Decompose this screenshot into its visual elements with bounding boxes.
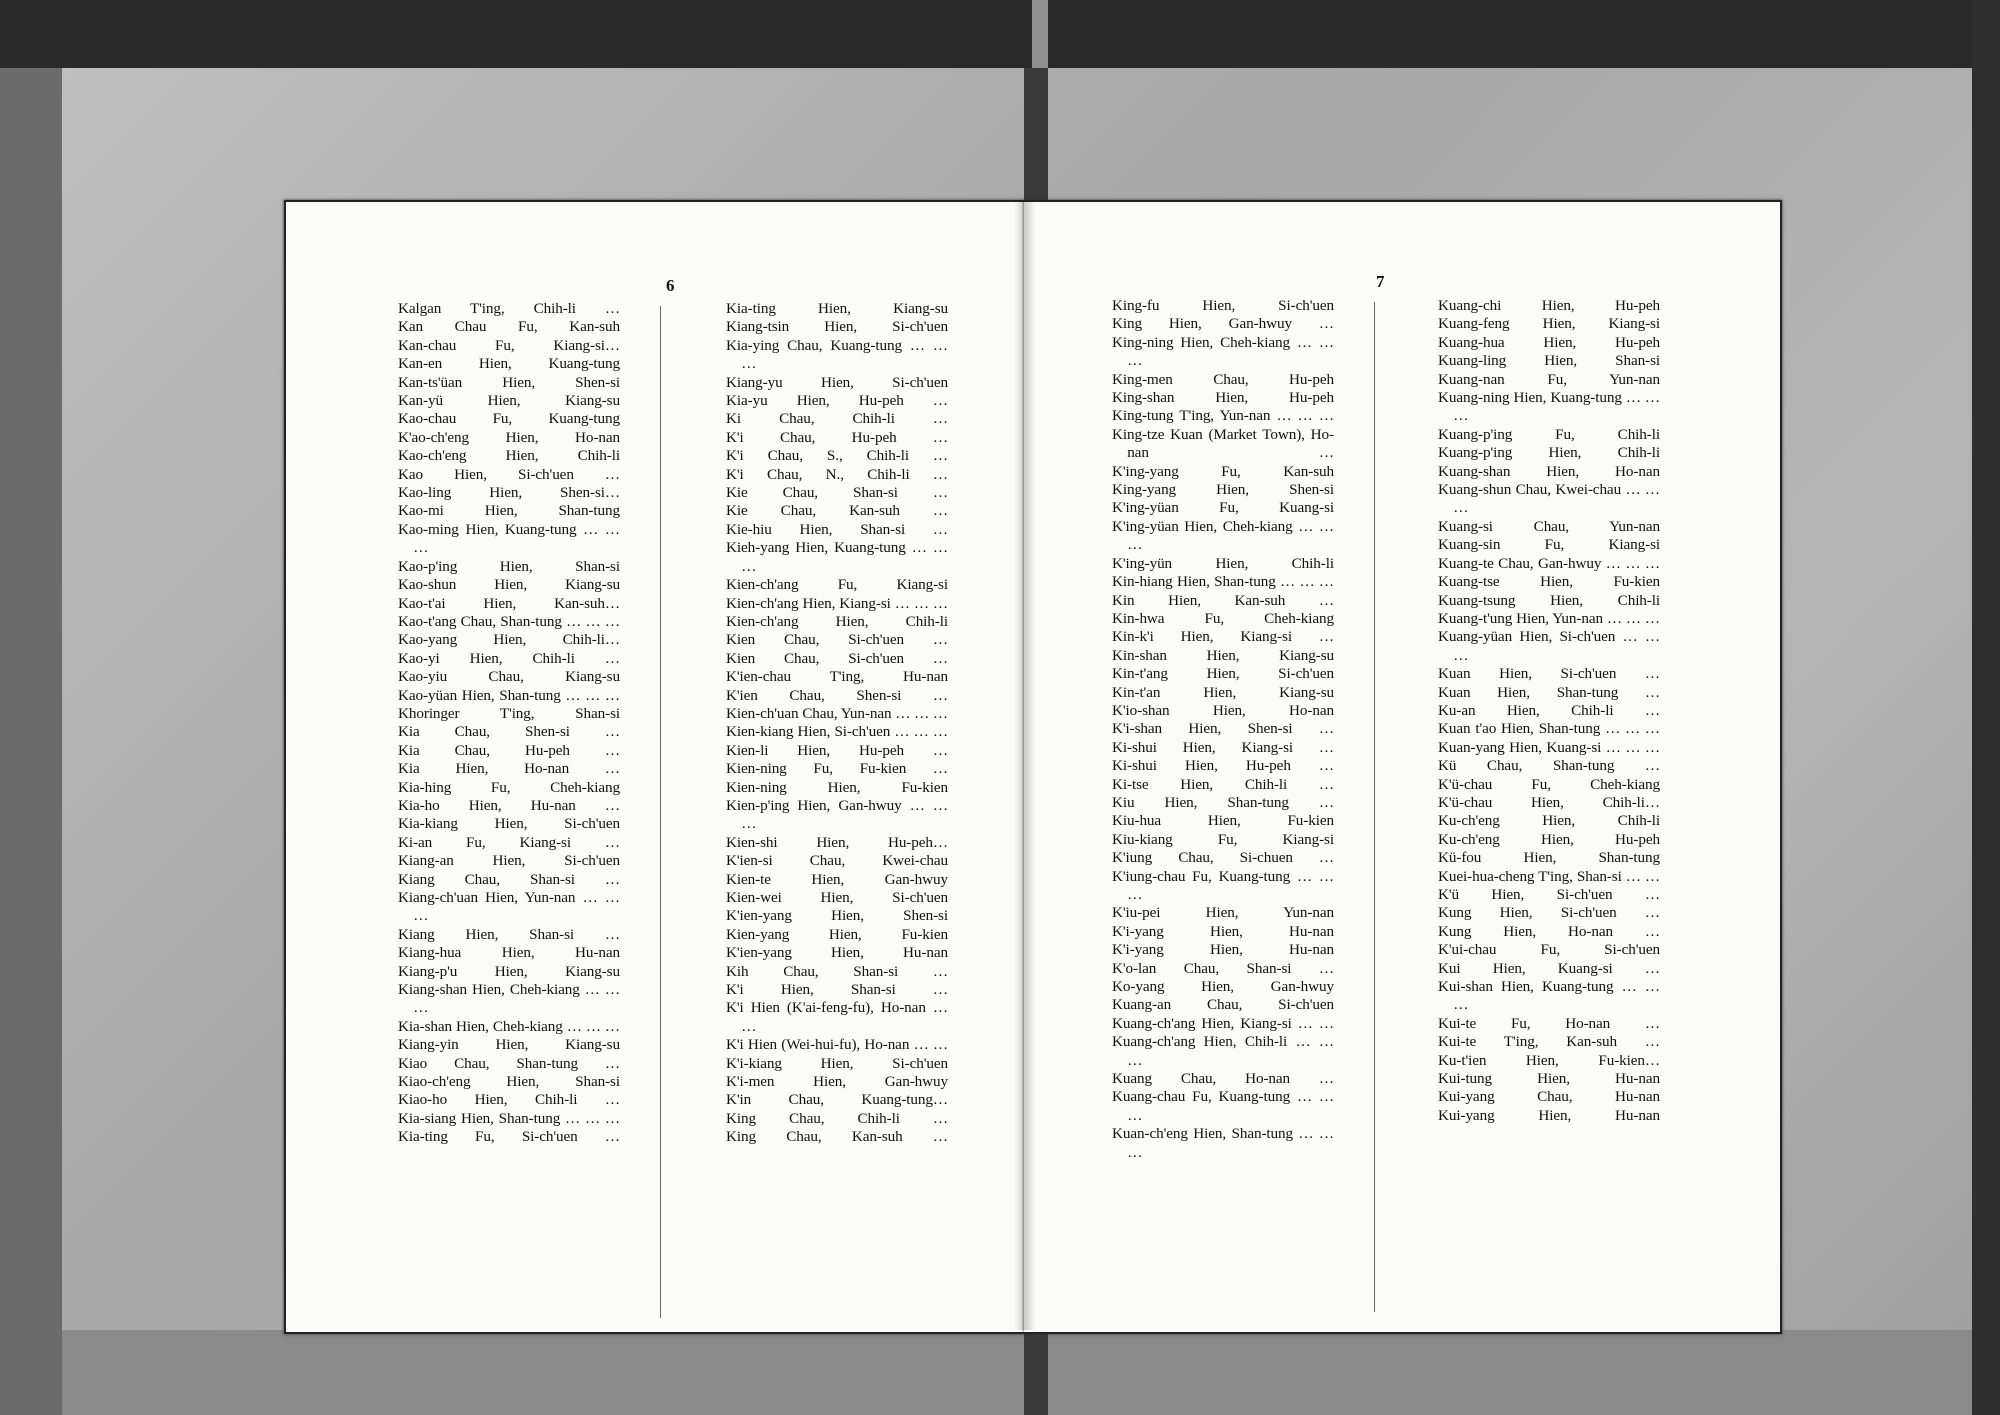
scan-right-strip	[1972, 0, 2000, 1415]
index-entry: Kü Chau, Shan-tung …	[1438, 757, 1660, 775]
right-page	[1024, 200, 1782, 1334]
page-number-left: 6	[666, 276, 675, 295]
index-entry: Kao-yang Hien, Chih-li…	[398, 631, 620, 649]
index-entry: Kiang-shan Hien, Cheh-kiang … … …	[398, 981, 620, 1017]
index-entry: Kao-yüan Hien, Shan-tung … … …	[398, 686, 620, 704]
column-rule-right	[1374, 302, 1375, 1312]
index-entry: Kia-ying Chau, Kuang-tung … … …	[726, 336, 948, 373]
index-entry: K'in Chau, Kuang-tung…	[726, 1091, 948, 1109]
index-entry: Ki-shui Hien, Kiang-si …	[1112, 738, 1334, 756]
index-entry: Kin-t'ang Hien, Si-ch'uen	[1112, 665, 1334, 683]
index-entry: K'i-yang Hien, Hu-nan	[1112, 922, 1334, 940]
index-entry: K'ing-yün Hien, Chih-li	[1112, 554, 1334, 572]
index-entry: Kia-ho Hien, Hu-nan …	[398, 796, 620, 814]
index-entry: Kien-ch'ang Hien, Chih-li	[726, 612, 948, 630]
index-entry: Kuang-feng Hien, Kiang-si	[1438, 315, 1660, 333]
index-entry: Kiao-ho Hien, Chih-li …	[398, 1091, 620, 1109]
index-entry: Kiang-yu Hien, Si-ch'uen	[726, 373, 948, 391]
index-entry: K'ü-chau Hien, Chih-li…	[1438, 793, 1660, 811]
index-entry: Kin-k'i Hien, Kiang-si …	[1112, 628, 1334, 646]
index-entry: Kien Chau, Si-ch'uen …	[726, 649, 948, 667]
index-entry: K'ui-chau Fu, Si-ch'uen	[1438, 941, 1660, 959]
index-entry: Kiao Chau, Shan-tung …	[398, 1054, 620, 1072]
index-entry: Kia-shan Hien, Cheh-kiang … … …	[398, 1017, 620, 1035]
index-entry: Kan-ts'üan Hien, Shen-si	[398, 373, 620, 391]
index-entry: K'iung-chau Fu, Kuang-tung … … …	[1112, 867, 1334, 903]
index-entry: Kien-te Hien, Gan-hwuy	[726, 870, 948, 888]
index-entry: Kia-ting Hien, Kiang-su	[726, 300, 948, 317]
index-entry: Kie Chau, Kan-suh …	[726, 502, 948, 520]
index-entry: Kiu-kiang Fu, Kiang-si	[1112, 830, 1334, 848]
index-column-2	[726, 300, 948, 1147]
index-entry: Kuei-hua-cheng T'ing, Shan-si … …	[1438, 867, 1660, 885]
index-entry: Kin Hien, Kan-suh …	[1112, 591, 1334, 609]
index-entry: Kao-chau Fu, Kuang-tung	[398, 410, 620, 428]
index-entry: Ku-t'ien Hien, Fu-kien…	[1438, 1051, 1660, 1069]
index-entry: King-tze Kuan (Market Town), Ho-nan …	[1112, 425, 1334, 462]
index-entry: Kin-shan Hien, Kiang-su	[1112, 646, 1334, 664]
index-entry: Kien Chau, Si-ch'uen …	[726, 631, 948, 649]
index-entry: Kih Chau, Shan-si …	[726, 962, 948, 980]
index-entry: Kien-ch'ang Hien, Kiang-si … … …	[726, 594, 948, 612]
index-entry: Kuang-nan Fu, Yun-nan	[1438, 370, 1660, 388]
left-page	[284, 200, 1026, 1334]
index-entry: Kan-en Hien, Kuang-tung	[398, 355, 620, 373]
index-entry: Kiu-hua Hien, Fu-kien	[1112, 812, 1334, 830]
index-entry: Kuang-sin Fu, Kiang-si	[1438, 536, 1660, 554]
index-entry: Kia Chau, Hu-peh …	[398, 741, 620, 759]
index-entry: Kien-wei Hien, Si-ch'uen	[726, 889, 948, 906]
index-entry: Kuan Hien, Si-ch'uen …	[1438, 665, 1660, 683]
index-entry: Kao-t'ang Chau, Shan-tung … … …	[398, 612, 620, 630]
index-entry: Kao-yiu Chau, Kiang-su	[398, 668, 620, 686]
index-entry: K'iung Chau, Si-chuen …	[1112, 849, 1334, 867]
index-entry: Kui-tung Hien, Hu-nan	[1438, 1070, 1660, 1088]
index-entry: Kiang-hua Hien, Hu-nan	[398, 944, 620, 962]
index-entry: Kuan Hien, Shan-tung …	[1438, 683, 1660, 701]
index-entry: Kuang-chi Hien, Hu-peh	[1438, 297, 1660, 314]
index-entry: K'o-lan Chau, Shan-si …	[1112, 959, 1334, 977]
index-entry: Kiu Hien, Shan-tung …	[1112, 793, 1334, 811]
index-entry: Kao-ch'eng Hien, Chih-li	[398, 447, 620, 465]
index-entry: K'ien-yang Hien, Shen-si	[726, 907, 948, 925]
index-entry: K'ien-yang Hien, Hu-nan	[726, 944, 948, 962]
index-entry: Kie Chau, Shan-si …	[726, 484, 948, 502]
scan-left-edge	[0, 68, 62, 1415]
index-entry: K'i Hien, Shan-si …	[726, 981, 948, 999]
index-entry: K'io-shan Hien, Ho-nan	[1112, 701, 1334, 719]
index-entry: Kuang-tsung Hien, Chih-li	[1438, 591, 1660, 609]
index-entry: Kan-chau Fu, Kiang-si…	[398, 336, 620, 354]
index-entry: Kui-te Fu, Ho-nan …	[1438, 1014, 1660, 1032]
index-entry: Kan Chau Fu, Kan-suh	[398, 318, 620, 336]
index-entry: K'i Hien (K'ai-feng-fu), Ho-nan … …	[726, 999, 948, 1035]
index-entry: K'i Hien (Wei-hui-fu), Ho-nan … …	[726, 1036, 948, 1054]
index-entry: Kiang-an Hien, Si-ch'uen	[398, 852, 620, 870]
index-entry: Kao-mi Hien, Shan-tung	[398, 502, 620, 520]
index-entry: Kao-ming Hien, Kuang-tung … … …	[398, 520, 620, 557]
index-entry: Kiang-tsin Hien, Si-ch'uen	[726, 318, 948, 336]
index-entry: Kiang-yin Hien, Kiang-su	[398, 1036, 620, 1054]
scan-top-band-left	[0, 0, 1032, 68]
index-entry: King-fu Hien, Si-ch'uen	[1112, 297, 1334, 314]
index-entry: Kieh-yang Hien, Kuang-tung … … …	[726, 539, 948, 575]
index-entry: Ko-yang Hien, Gan-hwuy	[1112, 978, 1334, 996]
index-entry: Kuang-chau Fu, Kuang-tung … … …	[1112, 1088, 1334, 1124]
index-entry: K'ing-yüan Fu, Kuang-si	[1112, 499, 1334, 517]
index-entry: Kuang-an Chau, Si-ch'uen	[1112, 996, 1334, 1014]
index-entry: Kung Hien, Si-ch'uen …	[1438, 904, 1660, 922]
index-entry: Kia Hien, Ho-nan …	[398, 760, 620, 778]
index-entry: K'ao-ch'eng Hien, Ho-nan	[398, 428, 620, 446]
index-entry: King-men Chau, Hu-peh	[1112, 370, 1334, 388]
index-entry: Kien-ning Fu, Fu-kien …	[726, 760, 948, 778]
index-entry: Kuang Chau, Ho-nan …	[1112, 1070, 1334, 1088]
index-entry: King Hien, Gan-hwuy …	[1112, 315, 1334, 333]
index-entry: Ku-an Hien, Chih-li …	[1438, 701, 1660, 719]
index-entry: Kuang-si Chau, Yun-nan	[1438, 517, 1660, 535]
index-entry: K'i-men Hien, Gan-hwuy	[726, 1073, 948, 1091]
index-entry: K'ien Chau, Shen-si …	[726, 686, 948, 704]
column-rule-left	[660, 306, 661, 1318]
index-entry: Kao-p'ing Hien, Shan-si	[398, 557, 620, 575]
index-entry: Kü-fou Hien, Shan-tung	[1438, 849, 1660, 867]
index-entry: Kia-siang Hien, Shan-tung … … …	[398, 1109, 620, 1127]
index-entry: Kien-ch'uan Chau, Yun-nan … … …	[726, 704, 948, 722]
index-column-1	[398, 300, 620, 1147]
index-entry: Kuang-p'ing Fu, Chih-li	[1438, 425, 1660, 443]
index-entry: Kin-hwa Fu, Cheh-kiang	[1112, 609, 1334, 627]
index-entry: Kuang-tse Hien, Fu-kien	[1438, 573, 1660, 591]
index-entry: Kuan t'ao Hien, Shan-tung … … …	[1438, 720, 1660, 738]
index-column-4	[1438, 297, 1660, 1125]
index-entry: Kui-te T'ing, Kan-suh …	[1438, 1033, 1660, 1051]
index-entry: K'i Chau, S., Chih-li …	[726, 447, 948, 465]
index-entry: Kuang-ling Hien, Shan-si	[1438, 352, 1660, 370]
index-entry: Kuang-ch'ang Hien, Chih-li … … …	[1112, 1033, 1334, 1069]
index-entry: Kao-t'ai Hien, Kan-suh…	[398, 594, 620, 612]
index-entry: Kien-kiang Hien, Si-ch'uen … … …	[726, 723, 948, 741]
index-entry: Kao-yi Hien, Chih-li …	[398, 649, 620, 667]
index-entry: Kien-yang Hien, Fu-kien	[726, 925, 948, 943]
index-entry: Kao-shun Hien, Kiang-su	[398, 576, 620, 594]
scan-bottom-shade	[62, 1330, 1972, 1415]
index-entry: King Chau, Chih-li …	[726, 1109, 948, 1127]
index-entry: King-ning Hien, Cheh-kiang … … …	[1112, 333, 1334, 370]
index-entry: King-tung T'ing, Yun-nan … … …	[1112, 407, 1334, 425]
index-entry: Kia-ting Fu, Si-ch'uen …	[398, 1128, 620, 1146]
index-entry: Kuang-ch'ang Hien, Kiang-si … …	[1112, 1014, 1334, 1032]
index-entry: Kuang-te Chau, Gan-hwuy … … …	[1438, 554, 1660, 572]
index-entry: King Chau, Kan-suh …	[726, 1128, 948, 1146]
index-entry: Kien-ning Hien, Fu-kien	[726, 778, 948, 796]
index-entry: K'i-kiang Hien, Si-ch'uen	[726, 1054, 948, 1072]
index-entry: Khoringer T'ing, Shan-si	[398, 704, 620, 722]
index-entry: Kuang-yüan Hien, Si-ch'uen … … …	[1438, 628, 1660, 664]
index-entry: Ki-shui Hien, Hu-peh …	[1112, 757, 1334, 775]
index-entry: Kin-t'an Hien, Kiang-su	[1112, 683, 1334, 701]
index-entry: Kia-yu Hien, Hu-peh …	[726, 392, 948, 410]
index-entry: Kie-hiu Hien, Shan-si …	[726, 520, 948, 538]
index-entry: King-yang Hien, Shen-si	[1112, 481, 1334, 499]
index-entry: Kuan-yang Hien, Kuang-si … … …	[1438, 738, 1660, 756]
index-entry: Kuang-t'ung Hien, Yun-nan … … …	[1438, 609, 1660, 627]
index-entry: K'i-yang Hien, Hu-nan	[1112, 941, 1334, 959]
page-number-right: 7	[1376, 272, 1385, 291]
index-entry: Kiang-ch'uan Hien, Yun-nan … … …	[398, 889, 620, 925]
index-entry: Kien-ch'ang Fu, Kiang-si	[726, 576, 948, 594]
index-entry: K'ien-chau T'ing, Hu-nan	[726, 668, 948, 686]
index-entry: Kien-p'ing Hien, Gan-hwuy … … …	[726, 796, 948, 833]
index-entry: Kung Hien, Ho-nan …	[1438, 922, 1660, 940]
index-entry: Kuang-ning Hien, Kuang-tung … … …	[1438, 389, 1660, 425]
index-entry: Kalgan T'ing, Chih-li …	[398, 300, 620, 317]
index-entry: Kien-li Hien, Hu-peh …	[726, 741, 948, 759]
index-entry: Kui-yang Chau, Hu-nan	[1438, 1088, 1660, 1106]
index-entry: K'i Chau, Hu-peh …	[726, 428, 948, 446]
index-entry: Kia Chau, Shen-si …	[398, 723, 620, 741]
index-entry: K'i Chau, N., Chih-li …	[726, 465, 948, 483]
index-entry: K'i-shan Hien, Shen-si …	[1112, 720, 1334, 738]
index-entry: Kiao-ch'eng Hien, Shan-si	[398, 1073, 620, 1091]
index-entry: K'ü Hien, Si-ch'uen …	[1438, 886, 1660, 903]
index-entry: K'ien-si Chau, Kwei-chau	[726, 852, 948, 870]
index-entry: Kuang-shun Chau, Kwei-chau … … …	[1438, 481, 1660, 517]
index-entry: K'ü-chau Fu, Cheh-kiang	[1438, 775, 1660, 793]
index-entry: Ku-ch'eng Hien, Hu-peh	[1438, 830, 1660, 848]
index-entry: King-shan Hien, Hu-peh	[1112, 389, 1334, 407]
index-entry: Kuang-p'ing Hien, Chih-li	[1438, 444, 1660, 462]
index-entry: Kao-ling Hien, Shen-si…	[398, 484, 620, 502]
index-entry: Kin-hiang Hien, Shan-tung … … …	[1112, 573, 1334, 591]
index-entry: Ki-tse Hien, Chih-li …	[1112, 775, 1334, 793]
index-entry: K'iu-pei Hien, Yun-nan	[1112, 904, 1334, 922]
index-entry: Kien-shi Hien, Hu-peh…	[726, 833, 948, 851]
index-entry: Kan-yü Hien, Kiang-su	[398, 392, 620, 410]
index-entry: Kuan-ch'eng Hien, Shan-tung … … …	[1112, 1125, 1334, 1161]
index-entry: Kiang-p'u Hien, Kiang-su	[398, 962, 620, 980]
index-entry: Kuang-hua Hien, Hu-peh	[1438, 333, 1660, 351]
index-entry: Ku-ch'eng Hien, Chih-li	[1438, 812, 1660, 830]
index-entry: Kia-kiang Hien, Si-ch'uen	[398, 815, 620, 833]
index-entry: Ki-an Fu, Kiang-si …	[398, 833, 620, 851]
index-entry: Kui-shan Hien, Kuang-tung … … …	[1438, 978, 1660, 1014]
index-entry: Ki Chau, Chih-li …	[726, 410, 948, 428]
index-entry: K'ing-yang Fu, Kan-suh	[1112, 462, 1334, 480]
index-entry: Kiang Hien, Shan-si …	[398, 925, 620, 943]
index-entry: Kui Hien, Kuang-si …	[1438, 959, 1660, 977]
index-entry: Kao Hien, Si-ch'uen …	[398, 465, 620, 483]
index-entry: Kia-hing Fu, Cheh-kiang	[398, 778, 620, 796]
gutter-shadow	[1014, 200, 1036, 1330]
index-entry: Kuang-shan Hien, Ho-nan	[1438, 462, 1660, 480]
index-column-3	[1112, 297, 1334, 1162]
index-entry: Kiang Chau, Shan-si …	[398, 870, 620, 888]
index-entry: K'ing-yüan Hien, Cheh-kiang … … …	[1112, 517, 1334, 554]
index-entry: Kui-yang Hien, Hu-nan	[1438, 1106, 1660, 1124]
scan-top-band-right	[1048, 0, 2000, 68]
